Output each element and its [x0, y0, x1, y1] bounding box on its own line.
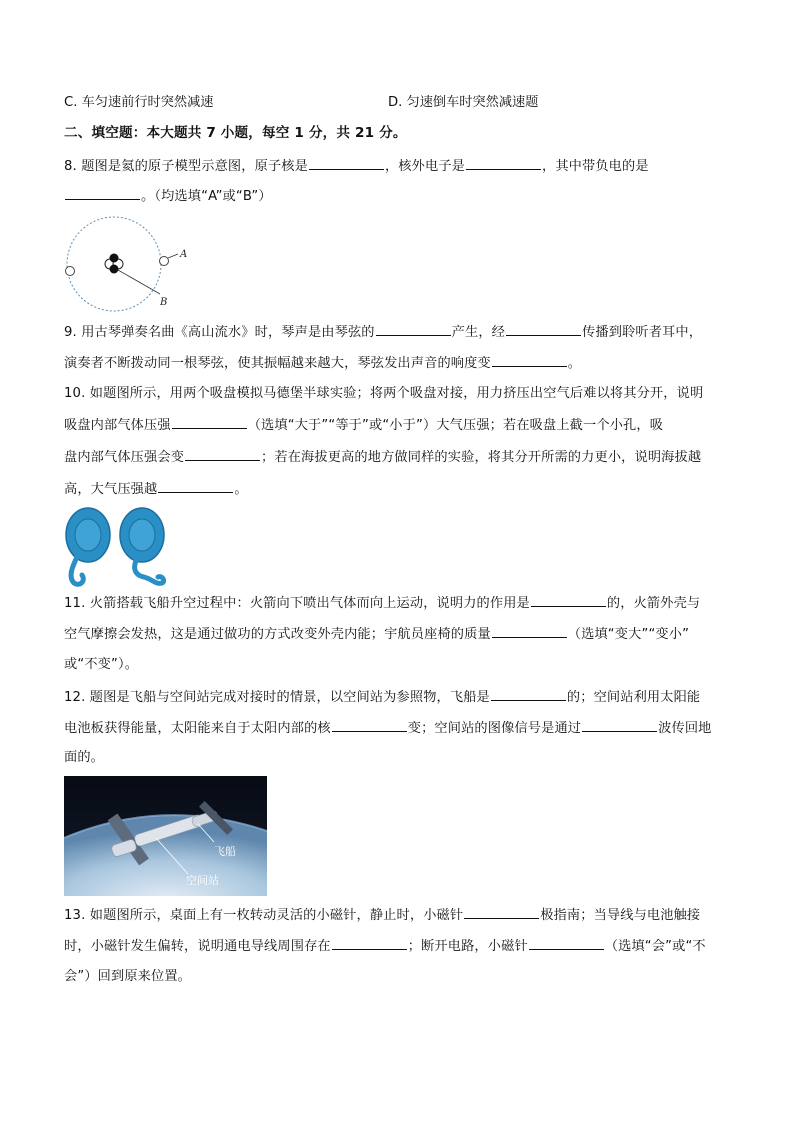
q9-text-d: 演奏者不断拨动同一根琴弦，使其振幅越来越大，琴弦发出声音的响度变 [64, 356, 491, 371]
q11-line-2 [64, 623, 689, 646]
q8-text-a: 8. 题图是氦的原子模型示意图，原子核是 [64, 159, 308, 174]
q8-blank-1[interactable] [309, 155, 384, 170]
q12-text-d: 变；空间站的图像信号是通过 [407, 721, 582, 736]
q12-line-3: 面的。 [64, 750, 105, 765]
q10-text-f: 高，大气压强越 [64, 482, 158, 497]
q13-blank-2[interactable] [332, 935, 407, 950]
q8-text-c: ，其中带负电的是 [542, 159, 649, 174]
q11-text-a: 11. 火箭搭载飞船升空过程中：火箭向下喷出气体而向上运动，说明力的作用是 [64, 596, 530, 611]
q9-text-c: 传播到聆听者耳中， [582, 325, 703, 340]
q10-blank-2[interactable] [185, 446, 260, 461]
q12-text-a: 12. 题图是飞船与空间站完成对接时的情景，以空间站为参照物，飞船是 [64, 690, 490, 705]
q8-line-1 [64, 155, 649, 178]
q8-line-2 [64, 185, 272, 208]
q10-text-e: ；若在海拔更高的地方做同样的实验，将其分开所需的力更小，说明海拔越 [261, 450, 702, 465]
label-space-station: 空间站 [186, 874, 219, 887]
electron-right [160, 257, 169, 266]
q10-text-g: 。 [234, 482, 248, 497]
q13-line-2 [64, 935, 706, 958]
q13-text-c: 时，小磁针发生偏转，说明通电导线周围存在 [64, 939, 331, 954]
q13-blank-1[interactable] [464, 904, 539, 919]
label-spacecraft: 飞船 [214, 845, 236, 858]
q12-blank-2[interactable] [332, 717, 407, 732]
q11-text-c: 空气摩擦会发热，这是通过做功的方式改变外壳内能；宇航员座椅的质量 [64, 627, 491, 642]
suction-cups-figure [62, 505, 174, 587]
q13-text-a: 13. 如题图所示，桌面上有一枚转动灵活的小磁针，静止时，小磁针 [64, 908, 464, 923]
nucleus [105, 254, 123, 274]
q8-text-b: ，核外电子是 [384, 159, 465, 174]
q12-line-1 [64, 686, 700, 709]
pointer-b [118, 270, 160, 294]
q13-text-b: 极指南；当导线与电池触接 [540, 908, 701, 923]
electron-left [66, 267, 75, 276]
q9-blank-2[interactable] [506, 321, 581, 336]
pointer-a [168, 254, 178, 258]
q12-text-e: 波传回地 [658, 721, 712, 736]
q11-line-3: 或“不变”）。 [64, 657, 139, 672]
q12-text-b: 的；空间站利用太阳能 [566, 690, 701, 705]
q10-text-b: 吸盘内部气体压强 [64, 418, 171, 433]
q12-text-c: 电池板获得能量，太阳能来自于太阳内部的核 [64, 721, 331, 736]
q11-text-d: （选填“变大”“变小” [567, 627, 690, 642]
option-d: D. 匀速倒车时突然减速题 [388, 95, 539, 110]
q11-blank-1[interactable] [531, 592, 606, 607]
q13-line-1 [64, 904, 700, 927]
q11-text-b: 的，火箭外壳与 [606, 596, 701, 611]
q13-blank-3[interactable] [529, 935, 604, 950]
q10-blank-1[interactable] [172, 414, 247, 429]
q11-blank-2[interactable] [492, 623, 567, 638]
q10-line-3 [64, 446, 701, 469]
option-c: C. 车匀速前行时突然减速 [64, 95, 214, 110]
q10-blank-3[interactable] [158, 478, 233, 493]
q10-text-d: 盘内部气体压强会变 [64, 450, 185, 465]
q9-line-2 [64, 352, 581, 375]
q13-text-d: ；断开电路，小磁针 [407, 939, 528, 954]
suction-cup-left [66, 508, 110, 584]
q9-blank-3[interactable] [492, 352, 567, 367]
q9-line-1 [64, 321, 702, 344]
atom-model-figure [60, 212, 200, 312]
q10-line-4 [64, 478, 248, 501]
suction-cup-right [120, 508, 164, 583]
q9-text-e: 。 [567, 356, 582, 371]
q13-line-3: 会”）回到原来位置。 [64, 969, 192, 984]
q12-blank-1[interactable] [491, 686, 566, 701]
q9-text-a: 9. 用古琴弹奏名曲《高山流水》时，琴声是由琴弦的 [64, 325, 375, 340]
q10-line-1: 10. 如题图所示，用两个吸盘模拟马德堡半球实验；将两个吸盘对接，用力挤压出空气后难以将其分开，说明 [64, 386, 704, 401]
label-b: B [160, 297, 168, 308]
q13-text-e: （选填“会”或“不 [604, 939, 706, 954]
q12-line-2 [64, 717, 712, 740]
space-station-photo [64, 776, 267, 896]
q8-blank-3[interactable] [65, 185, 140, 200]
q10-text-c: （选填“大于”“等于”或“小于”）大气压强；若在吸盘上截一个小孔，吸 [247, 418, 664, 433]
q12-blank-3[interactable] [582, 717, 657, 732]
q11-line-1 [64, 592, 700, 615]
q10-line-2 [64, 414, 663, 437]
q9-blank-1[interactable] [376, 321, 451, 336]
q8-blank-2[interactable] [466, 155, 541, 170]
label-a: A [180, 249, 188, 260]
q9-text-b: 产生，经 [451, 325, 506, 340]
q8-text-d: 。（均选填“A”或“B”） [141, 189, 272, 204]
section-title: 二、填空题：本大题共 7 小题，每空 1 分，共 21 分。 [64, 125, 407, 141]
